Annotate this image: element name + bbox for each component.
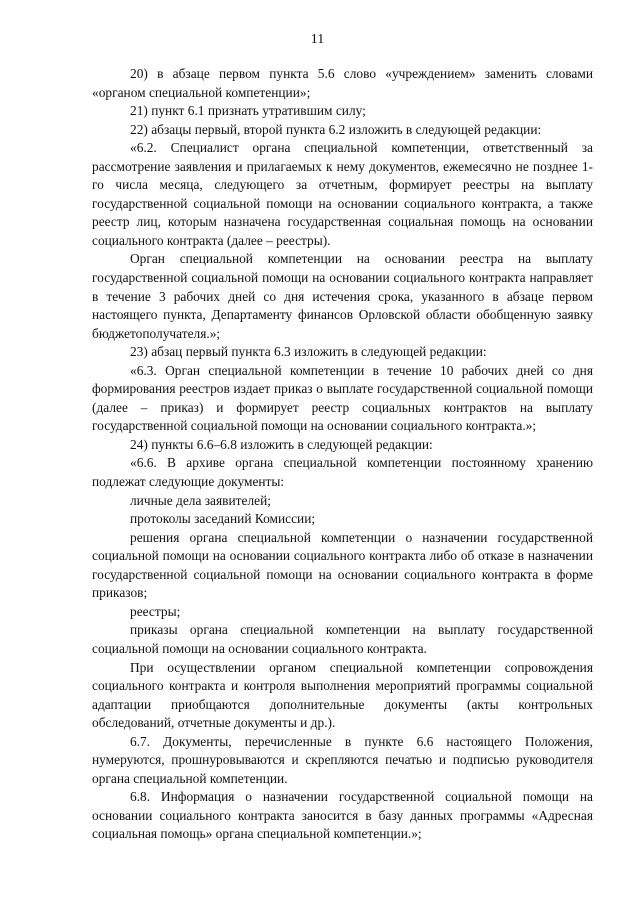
paragraph-quote-6-2-second: Орган специальной компетенции на основании реестра на выплату государственной социальной помощи на основании социального контракта направляет в течение 3 рабочих дней со дня истечения срока, указанного в абзаце первом настоящего пункта, Департаменту финансов Орловской области обобщенную заявку бюджетополучателя.»; (92, 251, 593, 341)
paragraph-item-20: 20) в абзаце первом пункта 5.6 слово «учреждением» заменить словами «органом специальной компетенции»; (92, 66, 593, 100)
paragraph-quote-6-2: «6.2. Специалист органа специальной компетенции, ответственный за рассмотрение заявления и прилагаемых к нему документов, ежемесячно не позднее 1-го числа месяца, следующего за отчетным, формирует реестры на выплату государственной социальной помощи на основании социального контракта, а также реестр лиц, которым назначена государственная социальная помощь на основании социального контракта (далее – реестры). (92, 140, 593, 248)
page-number: 11 (310, 32, 325, 47)
list-item-registers: реестры; (130, 603, 181, 619)
list-item-decisions: решения органа специальной компетенции о назначении государственной социальной помощи на основании социального контракта либо об отказе в назначении государственной социальной помощи на основании социального контракта в форме приказов; (92, 529, 593, 601)
paragraph-item-23: 23) абзац первый пункта 6.3 изложить в следующей редакции: (130, 344, 487, 360)
list-item-commission-protocols: протоколы заседаний Комиссии; (130, 511, 316, 527)
paragraph-quote-6-6: «6.6. В архиве органа специальной компетенции постоянному хранению подлежат следующие документы: (92, 455, 593, 490)
list-item-payment-orders: приказы органа специальной компетенции на выплату государственной социальной помощи на основании социального контракта. (92, 622, 593, 656)
list-item-personal-files: личные дела заявителей; (130, 492, 271, 508)
paragraph-item-24: 24) пункты 6.6–6.8 изложить в следующей редакции: (130, 436, 433, 452)
paragraph-6-8: 6.8. Информация о назначении государственной социальной помощи на основании социального контракта заносится в базу данных программы «Адресная социальная помощь» органа специальной компетенции.»; (92, 789, 593, 842)
document-body (92, 65, 593, 844)
paragraph-additional-documents: При осуществлении органом специальной компетенции сопровождения социального контракта и контроля выполнения мероприятий программы социальной адаптации приобщаются дополнительные документы (акты контрольных обследований, отчетные документы и др.). (92, 659, 593, 731)
paragraph-quote-6-3: «6.3. Орган специальной компетенции в течение 10 рабочих дней со дня формирования реестров издает приказ о выплате государственной социальной помощи (далее – приказ) и формирует реестр социальных контрактов на выплату государственной социальной помощи на основании социального контракта.»; (92, 362, 593, 434)
paragraph-item-21: 21) пункт 6.1 признать утратившим силу; (130, 103, 366, 119)
paragraph-6-7: 6.7. Документы, перечисленные в пункте 6.6 настоящего Положения, нумеруются, прошнуровываются и скрепляются печатью и подписью руководителя органа специальной компетенции. (92, 733, 593, 786)
paragraph-item-22: 22) абзацы первый, второй пункта 6.2 изложить в следующей редакции: (130, 121, 542, 137)
